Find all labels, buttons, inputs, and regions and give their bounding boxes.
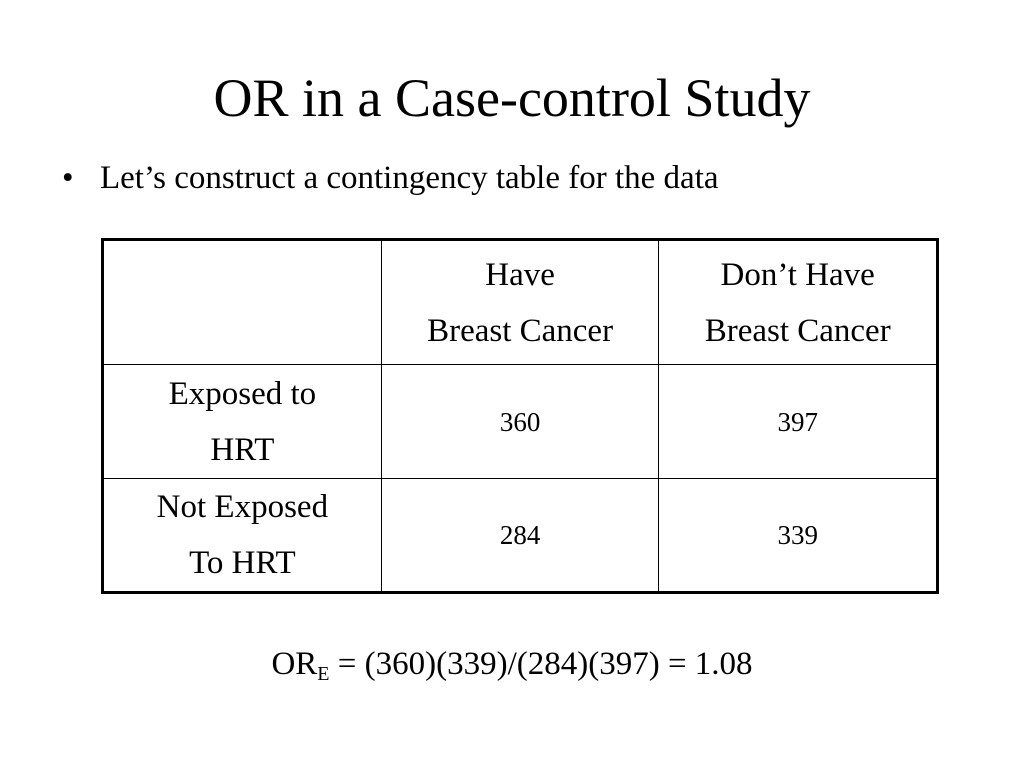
contingency-table [101, 238, 939, 594]
column-header-have-breast-cancer [381, 240, 659, 365]
bullet-marker: • [62, 160, 74, 196]
table-header-row [103, 240, 938, 365]
column-header-line: Breast Cancer [704, 312, 891, 349]
formula-subscript: E [317, 663, 330, 685]
formula-rhs: = (360)(339)/(284)(397) = 1.08 [329, 646, 753, 682]
cell-not-exposed-dont-have: 339 [659, 479, 938, 593]
table-row-not-exposed [103, 479, 938, 593]
row-header-line: To HRT [189, 545, 296, 581]
bullet-item [62, 156, 719, 200]
row-header-line: Exposed to [168, 375, 317, 412]
table-row-exposed [103, 365, 938, 479]
table-corner-cell [103, 240, 382, 365]
cell-exposed-dont-have: 397 [659, 365, 938, 479]
row-header-line: HRT [210, 431, 275, 468]
row-header-exposed-to-hrt [103, 365, 382, 479]
column-header-line: Have [485, 256, 555, 293]
row-header-not-exposed-to-hrt [103, 479, 382, 593]
cell-exposed-have: 360 [381, 365, 659, 479]
cell-not-exposed-have: 284 [381, 479, 659, 593]
slide-title: OR in a Case-control Study [213, 68, 811, 128]
odds-ratio-formula [0, 642, 1024, 686]
column-header-dont-have-breast-cancer [659, 240, 938, 365]
column-header-line: Don’t Have [720, 256, 875, 293]
column-header-line: Breast Cancer [427, 312, 614, 349]
formula-lhs: OR [271, 646, 318, 682]
bullet-text: Let’s construct a contingency table for the data [100, 160, 719, 196]
row-header-line: Not Exposed [156, 489, 329, 525]
